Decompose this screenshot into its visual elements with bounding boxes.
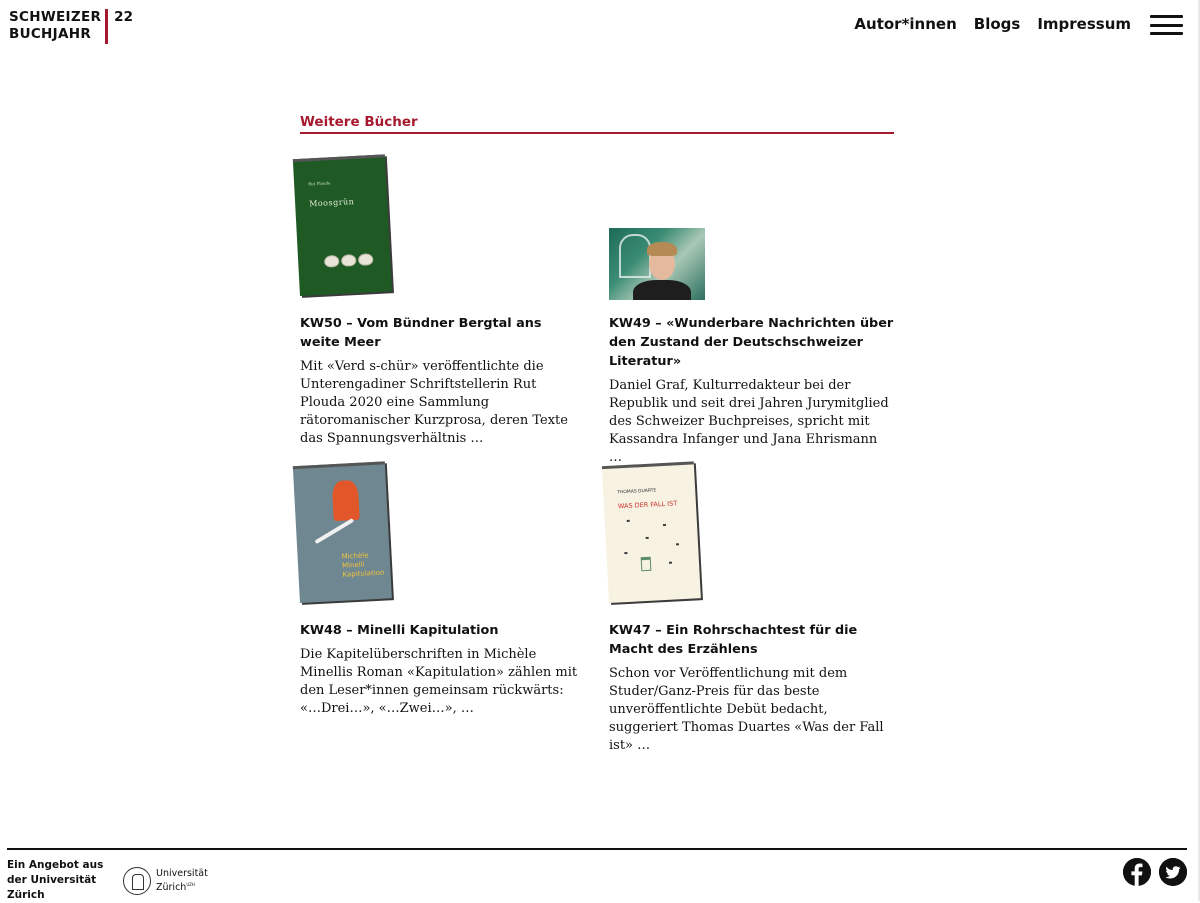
card-excerpt: Mit «Verd s-chür» veröffentlichte die Unterengadiner Schriftstellerin Rut Plouda 2020 eine Sammlung rätoromanischer Kurzprosa, deren Texte das Spannungsverhältnis …: [300, 359, 568, 446]
logo-line-1: SCHWEIZER: [9, 9, 102, 25]
social-links: [1123, 858, 1187, 886]
logo-year: 22: [114, 9, 133, 25]
stones-illustration: [324, 252, 376, 273]
uzh-wordmark: [156, 868, 208, 893]
cover-title: Moosgrün: [308, 197, 355, 209]
uzh-logo[interactable]: [123, 867, 208, 895]
uzh-line-2: Zürich: [156, 882, 187, 894]
book-cover-moosgruen[interactable]: [293, 154, 392, 296]
book-card[interactable]: [609, 463, 894, 755]
more-books-section: [300, 114, 894, 134]
main-nav: [854, 14, 1131, 34]
cover-author: THOMAS DUARTE: [617, 488, 657, 496]
card-media[interactable]: [609, 463, 894, 603]
logo-divider: [105, 9, 108, 44]
card-title[interactable]: KW49 – «Wunderbare Nachrichten über den Zustand der Deutschschweizer Literatur»: [609, 316, 894, 369]
hamburger-menu-icon[interactable]: [1150, 15, 1183, 35]
cover-author: Rut Plouda: [308, 180, 331, 187]
uzh-line-1: Universität: [156, 867, 208, 879]
cover-title: WAS DER FALL IST: [617, 499, 678, 511]
book-card[interactable]: [300, 463, 585, 718]
uzh-seal-icon: [123, 867, 151, 895]
card-title-link[interactable]: [300, 621, 585, 640]
menu-bar: [1150, 15, 1183, 18]
section-title: Weitere Bücher: [300, 114, 418, 130]
card-title-link[interactable]: [609, 314, 894, 371]
footer-branding: [7, 858, 208, 903]
nav-link-impressum[interactable]: Impressum: [1037, 15, 1131, 33]
card-media[interactable]: [300, 156, 585, 296]
footer-divider: [7, 848, 1187, 850]
card-title[interactable]: KW50 – Vom Bündner Bergtal ans weite Meer: [300, 316, 542, 350]
menu-bar: [1150, 24, 1183, 27]
nav-link-blogs[interactable]: Blogs: [973, 15, 1021, 33]
arm-illustration: [314, 518, 354, 544]
nav-link-autorinnen[interactable]: Autor*innen: [854, 15, 957, 33]
card-title-link[interactable]: [300, 314, 585, 352]
chair-illustration: [641, 557, 652, 572]
menu-bar: [1150, 32, 1183, 35]
card-title-link[interactable]: [609, 621, 894, 659]
cover-author: Michèle Minelli: [341, 551, 369, 570]
card-excerpt: Daniel Graf, Kulturredakteur bei der Republik und seit drei Jahren Jurymitglied des Schweizer Buchpreises, spricht mit Kassandra Infanger und Jana Ehrismann …: [609, 378, 889, 465]
twitter-icon[interactable]: [1159, 858, 1187, 886]
card-title[interactable]: KW48 – Minelli Kapitulation: [300, 623, 499, 638]
cover-title: Kapitulation: [342, 568, 385, 579]
site-logo[interactable]: [9, 9, 133, 44]
book-cover-kapitulation[interactable]: [293, 461, 392, 603]
card-excerpt: Schon vor Veröffentlichung mit dem Studer/Ganz-Preis für das beste unveröffentlichte Debüt bedacht, suggeriert Thomas Duartes «Was der Fall ist» …: [609, 666, 884, 753]
card-excerpt: Die Kapitelüberschriften in Michèle Minellis Roman «Kapitulation» zählen mit den Leser*innen gemeinsam rückwärts: «…Drei…», «…Zwei…», …: [300, 647, 578, 716]
dress-illustration: [332, 480, 360, 521]
card-media[interactable]: [609, 156, 894, 296]
facebook-icon[interactable]: [1123, 858, 1151, 886]
cover-text: [341, 550, 390, 579]
uzh-mark: UZH: [186, 881, 195, 887]
logo-wordmark: [9, 9, 101, 44]
book-cover-was-der-fall-ist[interactable]: [602, 461, 701, 603]
card-title[interactable]: KW47 – Ein Rohrschachtest für die Macht des Erzählens: [609, 623, 858, 657]
logo-line-2: BUCHJAHR: [9, 26, 92, 42]
book-card[interactable]: [609, 156, 894, 467]
book-card[interactable]: [300, 156, 585, 448]
footer-tagline: Ein Angebot aus der Universität Zürich: [7, 859, 104, 901]
section-divider: [300, 132, 894, 134]
card-media[interactable]: [300, 463, 585, 603]
portrait-photo[interactable]: [609, 228, 705, 300]
